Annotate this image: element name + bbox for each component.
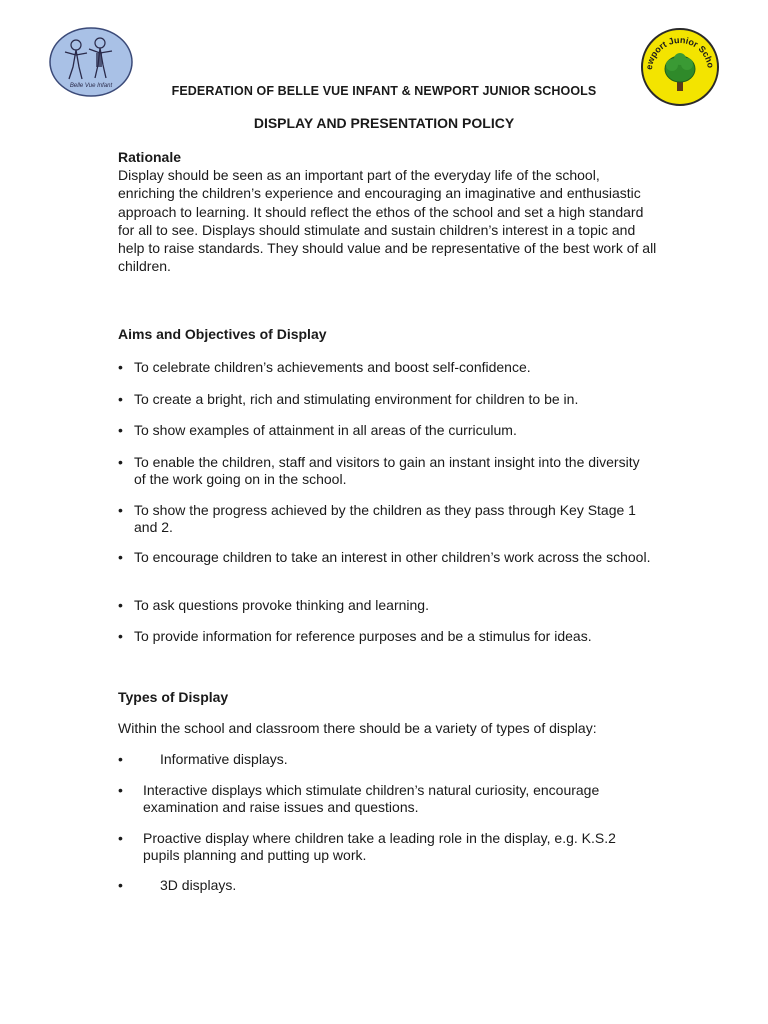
federation-heading: FEDERATION OF BELLE VUE INFANT & NEWPORT JUNIOR SCHOOLS (171, 84, 597, 98)
list-item-text: To show the progress achieved by the children as they pass through Key Stage 1 and 2. (134, 502, 636, 535)
bullet-dot: • (118, 830, 123, 846)
list-item-text: To encourage children to take an interest in other children’s work across the school. (134, 549, 651, 565)
types-heading: Types of Display (118, 689, 229, 705)
aims-heading: Aims and Objectives of Display (118, 326, 327, 342)
policy-title: DISPLAY AND PRESENTATION POLICY (253, 115, 515, 131)
bullet-dot: • (118, 597, 123, 613)
bullet-dot: • (118, 422, 123, 438)
list-item-text: To provide information for reference purposes and be a stimulus for ideas. (134, 628, 592, 644)
bullet-dot: • (118, 391, 123, 407)
list-item-text: To enable the children, staff and visitors to gain an instant insight into the diversity of the work going on in the school. (134, 454, 640, 487)
list-item-text: Proactive display where children take a leading role in the display, e.g. K.S.2 pupils planning and putting up work. (143, 830, 616, 863)
bullet-dot: • (118, 502, 123, 518)
list-item-text: Interactive displays which stimulate children’s natural curiosity, encourage examination and raise issues and questions. (143, 782, 600, 815)
bullet-dot: • (118, 628, 123, 644)
bullet-dot: • (118, 359, 123, 375)
list-item-text: To create a bright, rich and stimulating environment for children to be in. (134, 391, 579, 407)
bullet-dot: • (118, 549, 123, 565)
rationale-heading: Rationale (118, 149, 182, 165)
rationale-body: Display should be seen as an important part of the everyday life of the school, enriching the children’s experience and encouraging an imaginative and enthusiastic approach to learning. It should reflect the ethos of the school and set a high standard for all to see. Displays should stimulate and sustain children’s interest in a topic and help to raise standards. They should value and be representative of the best work of all children. (118, 167, 657, 275)
svg-text:Newport Junior School: ewport Junior Scho (643, 34, 716, 71)
types-intro: Within the school and classroom there should be a variety of types of display: (118, 720, 597, 736)
bullet-dot: • (118, 877, 123, 893)
bullet-dot: • (118, 782, 123, 798)
list-item-text: To ask questions provoke thinking and learning. (134, 597, 429, 613)
list-item-text: Informative displays. (160, 751, 288, 767)
list-item-text: To celebrate children’s achievements and boost self-confidence. (134, 359, 531, 375)
list-item-text: 3D displays. (160, 877, 237, 893)
svg-text:Belle Vue Infant: Belle Vue Infant (69, 83, 113, 89)
bullet-dot: • (118, 454, 123, 470)
bullet-dot: • (118, 751, 123, 767)
list-item-text: To show examples of attainment in all areas of the curriculum. (134, 422, 517, 438)
